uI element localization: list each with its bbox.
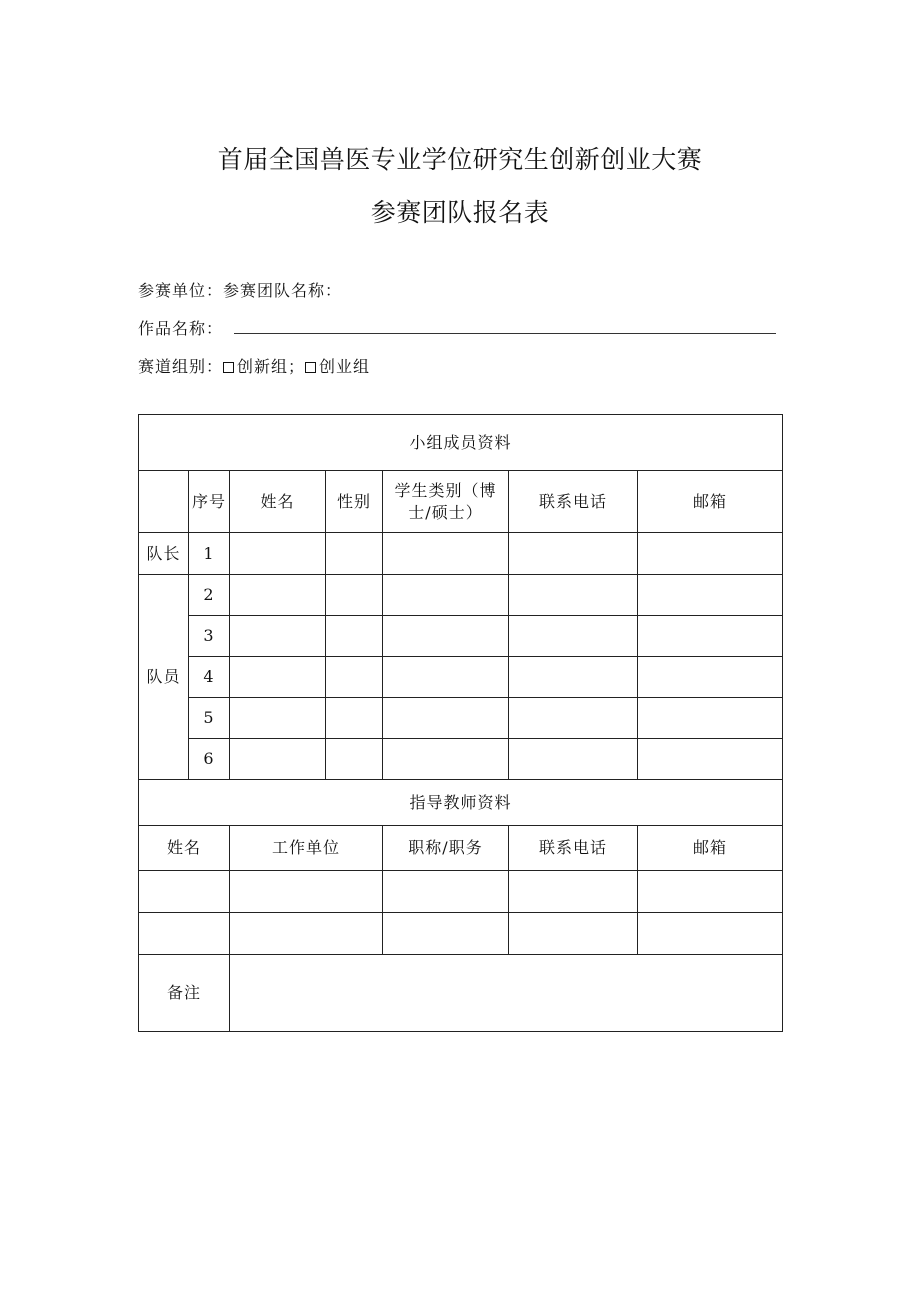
category-cell[interactable] (383, 575, 509, 616)
advisor-phone-cell[interactable] (509, 871, 638, 913)
track-label: 赛道组别： (138, 357, 224, 376)
header-phone: 联系电话 (509, 471, 638, 533)
category-cell[interactable] (383, 616, 509, 657)
table-row (139, 871, 783, 913)
table-row (139, 575, 783, 616)
name-cell[interactable] (230, 533, 326, 575)
email-cell[interactable] (638, 616, 783, 657)
work-name-label: 作品名称： (138, 319, 224, 338)
table-row (139, 913, 783, 955)
phone-cell[interactable] (509, 533, 638, 575)
advisor-header-phone: 联系电话 (509, 826, 638, 871)
advisor-unit-cell[interactable] (230, 871, 383, 913)
header-email: 邮箱 (638, 471, 783, 533)
advisor-header-name: 姓名 (139, 826, 230, 871)
table-row (139, 657, 783, 698)
category-cell[interactable] (383, 739, 509, 780)
unit-label: 参赛单位： (138, 281, 224, 300)
entrepreneurship-checkbox[interactable] (305, 362, 316, 373)
advisors-section-heading: 指导教师资料 (139, 780, 783, 826)
row-number: 4 (189, 657, 230, 698)
row-number: 6 (189, 739, 230, 780)
unit-and-team-line (138, 278, 342, 301)
members-header-row (139, 471, 783, 533)
team-name-label: 参赛团队名称： (223, 281, 343, 300)
name-cell[interactable] (230, 739, 326, 780)
row-number: 3 (189, 616, 230, 657)
table-row (139, 739, 783, 780)
innovation-checkbox[interactable] (223, 362, 234, 373)
table-row (139, 533, 783, 575)
header-student-category: 学生类别（博士/硕士） (383, 471, 509, 533)
phone-cell[interactable] (509, 657, 638, 698)
leader-label: 队长 (139, 533, 189, 575)
header-name: 姓名 (230, 471, 326, 533)
member-label: 队员 (139, 575, 189, 780)
gender-cell[interactable] (326, 698, 383, 739)
name-cell[interactable] (230, 575, 326, 616)
phone-cell[interactable] (509, 616, 638, 657)
phone-cell[interactable] (509, 698, 638, 739)
category-cell[interactable] (383, 533, 509, 575)
innovation-option-label: 创新组； (237, 357, 306, 376)
phone-cell[interactable] (509, 739, 638, 780)
advisor-name-cell[interactable] (139, 913, 230, 955)
row-number: 1 (189, 533, 230, 575)
email-cell[interactable] (638, 739, 783, 780)
advisor-name-cell[interactable] (139, 871, 230, 913)
advisors-heading-row (139, 780, 783, 826)
entrepreneurship-option-label: 创业组 (319, 357, 371, 376)
members-section-heading: 小组成员资料 (139, 415, 783, 471)
category-cell[interactable] (383, 698, 509, 739)
members-heading-row (139, 415, 783, 471)
gender-cell[interactable] (326, 533, 383, 575)
email-cell[interactable] (638, 575, 783, 616)
row-number: 5 (189, 698, 230, 739)
remarks-label: 备注 (139, 955, 230, 1032)
advisor-email-cell[interactable] (638, 913, 783, 955)
advisor-phone-cell[interactable] (509, 913, 638, 955)
advisor-header-unit: 工作单位 (230, 826, 383, 871)
remarks-cell[interactable] (230, 955, 783, 1032)
gender-cell[interactable] (326, 657, 383, 698)
row-number: 2 (189, 575, 230, 616)
advisors-header-row (139, 826, 783, 871)
work-name-line (138, 316, 223, 339)
advisor-email-cell[interactable] (638, 871, 783, 913)
name-cell[interactable] (230, 698, 326, 739)
table-row (139, 616, 783, 657)
name-cell[interactable] (230, 616, 326, 657)
advisor-header-title: 职称/职务 (383, 826, 509, 871)
advisor-header-email: 邮箱 (638, 826, 783, 871)
form-subtitle: 参赛团队报名表 (370, 198, 550, 227)
advisor-unit-cell[interactable] (230, 913, 383, 955)
phone-cell[interactable] (509, 575, 638, 616)
header-blank-cell (139, 471, 189, 533)
registration-table (138, 414, 783, 1032)
remarks-row (139, 955, 783, 1032)
advisor-title-cell[interactable] (383, 871, 509, 913)
header-seq: 序号 (189, 471, 230, 533)
name-cell[interactable] (230, 657, 326, 698)
gender-cell[interactable] (326, 739, 383, 780)
gender-cell[interactable] (326, 575, 383, 616)
gender-cell[interactable] (326, 616, 383, 657)
work-name-field[interactable] (234, 333, 776, 334)
email-cell[interactable] (638, 657, 783, 698)
email-cell[interactable] (638, 533, 783, 575)
header-gender: 性别 (326, 471, 383, 533)
table-row (139, 698, 783, 739)
track-line (138, 354, 370, 377)
email-cell[interactable] (638, 698, 783, 739)
form-title: 首届全国兽医专业学位研究生创新创业大赛 (217, 145, 703, 174)
category-cell[interactable] (383, 657, 509, 698)
advisor-title-cell[interactable] (383, 913, 509, 955)
